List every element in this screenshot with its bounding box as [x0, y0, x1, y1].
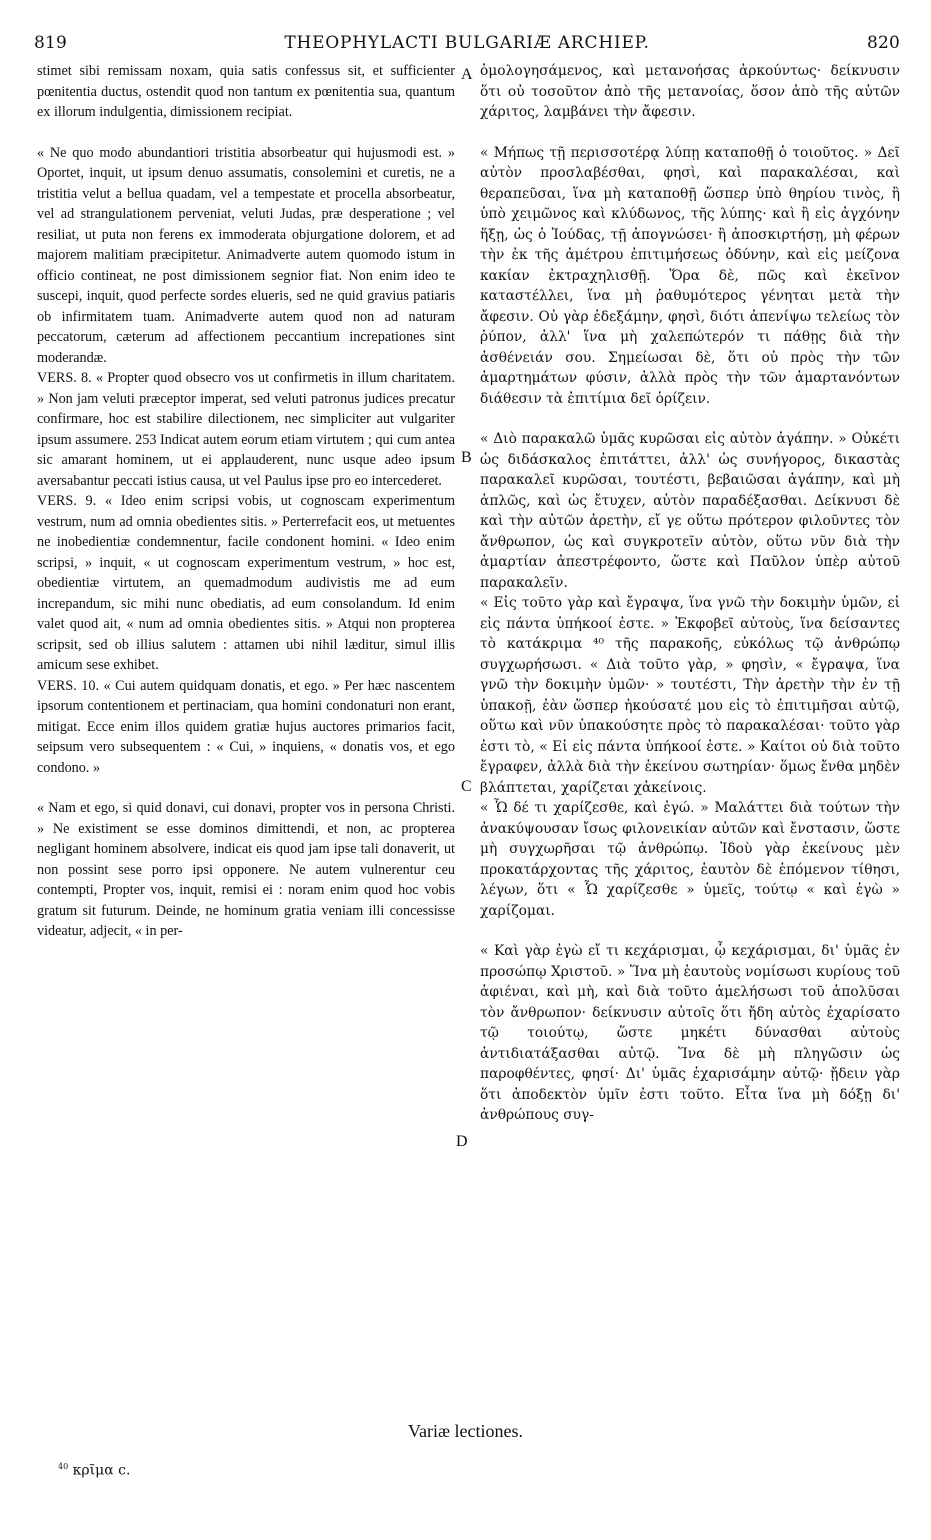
latin-paragraph: VERS. 10. « Cui autem quidquam donatis, et ego. » Per hæc nascentem ipsorum contentionem et pertinaciam, qua homini condonaturi non erant, mitigat. Ecce enim illos quidem gratiæ hujus auctores primarios facit, seipsum vero subsequentem : « Cui, » inquiens, « donatis vos, et ego condono. » [37, 677, 455, 776]
running-title: THEOPHYLACTI BULGARIÆ ARCHIEP. [284, 33, 650, 53]
section-marker-b: B [461, 449, 472, 466]
latin-paragraph: VERS. 9. « Ideo enim scripsi vobis, ut cognoscam experimentum vestrum, num ad omnia obedientes sitis. » Perterrefacit eos, ut metuentes ne inobedientiæ condemnentur, facile condonent homini. « Ideo enim scripsi, » inquit, « ut cognoscam experimentum vestrum, » hoc est, obedientiæ virtutem, an quemadmodum audivistis me ad eum increpandum, sic mihi nunc obediatis, ad eum consolandum. Id enim valet quod ait, « num ad omnia obedientes sitis. » Atqui non propterea scripsit, sed ob illius salutem : attamen ubi nihil læditur, simul illis amicum sese exhibet. [37, 493, 455, 673]
greek-paragraph: « Μήπως τῇ περισσοτέρᾳ λύπῃ καταποθῇ ὁ τοιοῦτος. » Δεῖ αὐτὸν προσλαβέσθαι, φησὶ, καὶ παρακαλέσαι, καὶ θεραπεῦσαι, ἵνα μὴ καταποθῇ ὥσπερ ὑπὸ θηρίου τινὸς, ἢ ὑπὸ χειμῶνος καὶ κλύδωνος, τῆς λύπης· καὶ ἢ εἰς ἀγχόνην ἥξῃ, ὡς ὁ Ἰούδας, τῇ ἀπογνώσει· ἢ ἀποσκιρτήσῃ, μὴ φέρων τὴν ἐκ τῆς ἀμέτρου ἐπιτιμήσεως ὀδύνην, καὶ εἰς μείζονα κακίαν ἐκτραχηλισθῇ. Ὅρα δὲ, πῶς καὶ ἐκεῖνον καταστέλλει, ἵνα μὴ ῥαθυμότερος γένηται μετὰ τὴν ἄφεσιν. Οὐ γὰρ ἐδεξάμην, φησὶ, διότι ἀπενίψω τελείως τὸν ῥύπον, ἀλλ' ἵνα μὴ χαλεπώτερόν τι πάθῃς διὰ τὴν ἀσθένειάν σου. Σημείωσαι δὲ, ὅτι οὐ πρὸς τὴν τῶν ἁμαρτημάτων φύσιν, ἀλλὰ πρὸς τὴν τῶν ἁμαρτανόντων διάθεσιν τὰ ἐπιτίμια δεῖ ὁρίζειν. [480, 144, 900, 407]
latin-paragraph: « Nam et ego, si quid donavi, cui donavi, propter vos in persona Christi. » Ne existiment se esse dominos dimittendi, et non, ac propterea negligant hominem absolvere, indicat eis quod jam ipse tali donaverit, ut non possint sese porro ipsi opponere. Ne autem vulnerentur ceu contempti, Propter vos, inquit, remisi ei : noram enim quod hoc vobis gratum sit futurum. Deinde, ne hominum gratia veniam illi concessisse videatur, adjecit, « in per- [37, 800, 455, 939]
section-marker-c: C [461, 778, 472, 795]
footnote [58, 1462, 130, 1479]
section-marker-a: A [461, 66, 473, 83]
section-marker-d: D [456, 1133, 468, 1150]
greek-paragraph: ὁμολογησάμενος, καὶ μετανοήσας ἀρκούντως· δείκνυσιν ὅτι οὐ τοσοῦτον ἀπὸ τῆς μετανοίας, ὅσον ἀπὸ τῆς αὐτῶν χάριτος, λαμβάνει τὴν ἄφεσιν. [480, 63, 900, 120]
latin-paragraph: « Ne quo modo abundantiori tristitia absorbeatur qui hujusmodi est. » Oportet, inquit, ut ipsum denuo assumatis, consolemini et curetis, ne a tristitia velut a bellua quadam, vel a tempestate et procella absorbeatur, vel ad strangulationem perveniat, veluti Judas, præ desperatione ; vel resiliat, ut puta non ferens ex immoderata objurgatione dolorem, et ad majorem malitiam præcipitetur. Animadverte autem quomodo istum in officio contineat, ne post dimissionem segnior fiat. Non enim ideo te suscepi, inquit, quod perfecte sordes elueris, sed ne quid gravius patiaris ob infirmitatem tuam. Animadverte autem quod non ad naturam peccatorum, cæterum ad affectionem peccantium increpationes sint moderandæ. [37, 144, 455, 366]
latin-paragraph: stimet sibi remissam noxam, quia satis confessus sit, et sufficienter pœnitentia ductus, ostendit quod non tantum ex pœnitentia sua, quantum ex illorum indulgentia, dimissionem recipiat. [37, 63, 455, 120]
page-header [34, 33, 900, 55]
page-number-right: 820 [866, 33, 900, 53]
footnote-text: κρῖμα c. [72, 1462, 131, 1479]
greek-paragraph: « Διὸ παρακαλῶ ὑμᾶς κυρῶσαι εἰς αὐτὸν ἀγάπην. » Οὐκέτι ὡς διδάσκαλος ἐπιτάττει, ἀλλ' ὡς συνήγορος, δικαστὰς παρακαλεῖ κυρῶσαι, τουτέστι, βεβαιῶσαι ἀγάπην, καὶ μὴ ἁπλῶς, καὶ ὡς ἔτυχεν, αὐτὸν παραδέξασθαι. Δείκνυσι δὲ καὶ τὴν αὐτῶν ἀρετὴν, εἴ γε οὕτω πρότερον φιλοῦντες τὸν ἄνθρωπον, ὡς καὶ συγκροτεῖν αὐτὸν, οὕτω νῦν διὰ τὴν ἁμαρτίαν ἀπεστρέφοντο, ὥστε καὶ Παῦλον ὑπὲρ αὐτοῦ παρακαλεῖν. [480, 431, 900, 591]
page-number-left: 819 [34, 33, 68, 53]
greek-paragraph: « Ὧ δέ τι χαρίζεσθε, καὶ ἐγώ. » Μαλάττει διὰ τούτων τὴν ἀνακύψουσαν ἴσως φιλονεικίαν αὐτῶν καὶ ἔνστασιν, ὥστε μὴ συγχωρῆσαι τῷ ἀνθρώπῳ. Ἰδοὺ γὰρ ἐκείνους μὲν προκατάρχοντας τῆς χάριτος, ἑαυτὸν δὲ ἑπόμενον τίθησι, λέγων, ὅτι « Ὧ χαρίζεσθε » ὑμεῖς, τούτῳ « καὶ ἐγὼ » χαρίζομαι. [480, 800, 900, 919]
latin-paragraph: VERS. 8. « Propter quod obsecro vos ut confirmetis in illum charitatem. » Non jam veluti præceptor imperat, sed veluti patronus judices precatur confirmare, hoc est stabilire dilectionem, nec simpliciter aut vulgariter ipsum assumere. 253 Indicat autem eorum etiam virtutem ; qui cum antea sic amarant hominem, ut ei applauderent, nunc usque adeo ipsum aversabantur peccati istius causa, ut vel Paulus ipse pro eo intercederet. [37, 370, 455, 489]
footnote-number: 40 [58, 1462, 69, 1471]
greek-paragraph: « Εἰς τοῦτο γὰρ καὶ ἔγραψα, ἵνα γνῶ τὴν δοκιμὴν ὑμῶν, εἰ εἰς πάντα ὑπήκοοί ἐστε. » Ἐκφοβεῖ αὐτοὺς, ἵνα δείσαντες τὸ κατάκριμα ⁴⁰ τῆς παρακοῆς, εὐκόλως τῷ ἀνθρώπῳ συγχωρήσωσι. « Διὰ τοῦτο γὰρ, » φησὶν, « ἔγραψα, ἵνα γνῶ τὴν δοκιμὴν ὑμῶν· » τουτέστι, Τὴν ἀρετὴν τὴν ἐν τῇ ὑπακοῇ, ἐὰν ὥσπερ ἠκούσατέ μου εἰς τὸ ἐπιτιμῆσαι αὐτῷ, οὕτω καὶ νῦν ὑπακούσητε πρὸς τὸ παρακαλέσαι· τοῦτο γὰρ ἐστι τὸ, « Εἰ εἰς πάντα ὑπήκοοί ἐστε. » Καίτοι οὐ διὰ τοῦτο ἔγραφεν, ἀλλὰ διὰ τὴν ἐκείνου σωτηρίαν· ὅμως ἔνθα μηδὲν βλάπτεται, χαρίζεται χἀκείνοις. [480, 595, 900, 796]
greek-column [480, 61, 900, 1126]
variae-lectiones-heading: Variæ lectiones. [408, 1421, 523, 1441]
greek-paragraph: « Καὶ γὰρ ἐγὼ εἴ τι κεχάρισμαι, ᾧ κεχάρισμαι, δι' ὑμᾶς ἐν προσώπῳ Χριστοῦ. » Ἵνα μὴ ἑαυτοὺς νομίσωσι κυρίους τοῦ ἀφιέναι, καὶ μὴ, καὶ διὰ τοῦτο ἀμελήσωσι τοῦ ἀπολῦσαι τὸν ἄνθρωπον· δείκνυσιν αὐτοῖς ὅτι ἤδη αὐτὸς ἐχαρίσατο τῷ τοιούτῳ, ὥστε μηκέτι δύνασθαι αὐτοὺς ἀντιδιατάξασθαι αὐτῷ. Ἵνα δὲ μὴ πληγῶσιν ὡς παροφθέντες, φησί· Δι' ὑμᾶς ἐχαρισάμην αὐτῷ· ᾔδειν γὰρ ὅτι ἀποδεκτὸν ὑμῖν ἐστι τοῦτο. Εἶτα ἵνα μὴ δόξῃ δι' ἀνθρώπους συγ- [480, 943, 900, 1123]
latin-column [37, 61, 455, 942]
